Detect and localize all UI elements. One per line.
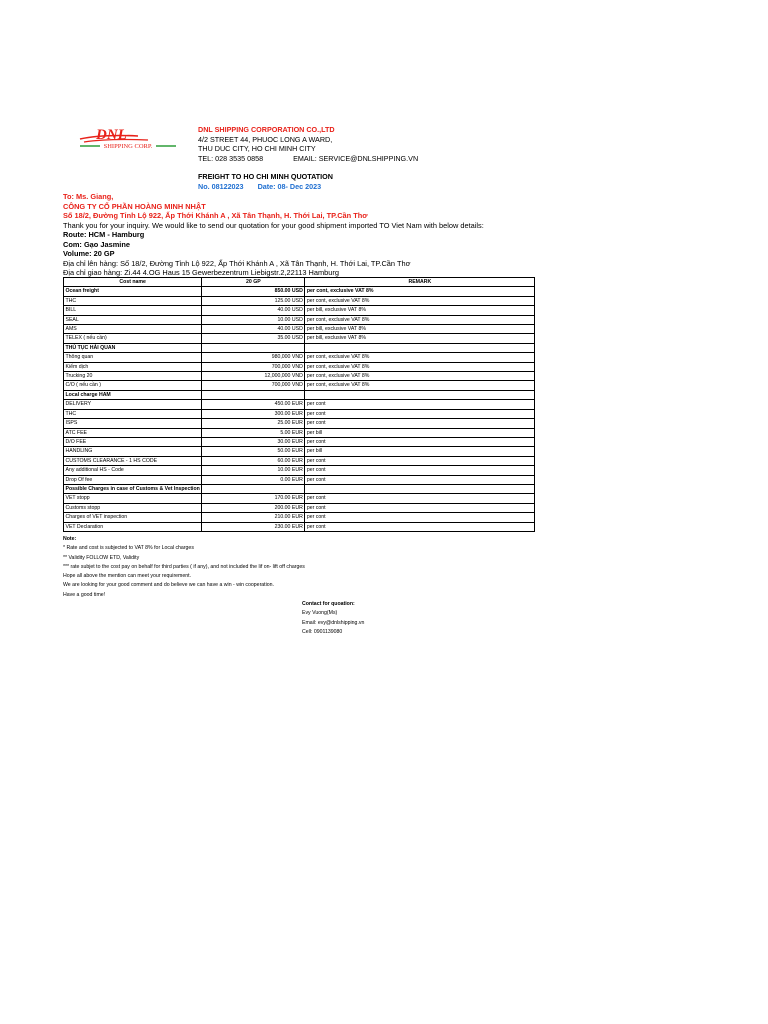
- commodity: Com: Gạo Jasmine: [63, 239, 130, 249]
- cost-name-cell: VET stopp: [64, 494, 202, 503]
- cost-name-cell: Kiểm dịch: [64, 362, 202, 371]
- table-row: [64, 362, 535, 371]
- section-remark: [305, 343, 535, 352]
- section-amount: [202, 484, 305, 493]
- section-remark: [305, 484, 535, 493]
- cost-name-cell: ISPS: [64, 419, 202, 428]
- cost-table: [63, 277, 535, 532]
- quotation-number-row: [198, 182, 321, 191]
- notes-block: [63, 535, 305, 600]
- recipient-block: [63, 192, 484, 278]
- section-row: [64, 287, 535, 296]
- contact-cell: Cell: 0901139080: [302, 628, 343, 635]
- header-20gp: 20 GP: [202, 278, 305, 287]
- remark-cell: per cont: [305, 466, 535, 475]
- section-title: THỦ TỤC HẢI QUAN: [64, 343, 202, 352]
- remark-cell: per cont, exclusive VAT 8%: [305, 315, 535, 324]
- company-contact-row: [198, 154, 418, 164]
- amount-cell: 50.00 EUR: [202, 447, 305, 456]
- table-row: [64, 456, 535, 465]
- amount-cell: 5.00 EUR: [202, 428, 305, 437]
- remark-cell: per cont: [305, 409, 535, 418]
- amount-cell: 700,000 VND: [202, 381, 305, 390]
- quotation-number: No. 08122023: [198, 182, 244, 191]
- table-row: [64, 306, 535, 315]
- remark-cell: per cont, exclusive VAT 8%: [305, 362, 535, 371]
- amount-cell: 0.00 EUR: [202, 475, 305, 484]
- amount-cell: 30.00 EUR: [202, 437, 305, 446]
- section-amount: [202, 390, 305, 399]
- remark-cell: per bill: [305, 447, 535, 456]
- amount-cell: 35.00 USD: [202, 334, 305, 343]
- cost-name-cell: THC: [64, 409, 202, 418]
- note-line: We are looking for your good comment and do believe we can have a win - win cooperation.: [63, 582, 274, 589]
- table-row: [64, 409, 535, 418]
- table-row: [64, 296, 535, 305]
- remark-cell: per cont: [305, 475, 535, 484]
- table-row: [64, 334, 535, 343]
- loading-address: Địa chỉ lên hàng: Số 18/2, Đường Tỉnh Lộ 922, Ấp Thới Khánh A , Xã Tân Thạnh, H. Thới Lai, TP.Cần Thơ: [63, 258, 411, 268]
- cost-name-cell: Any additional HS - Code: [64, 466, 202, 475]
- table-row: [64, 400, 535, 409]
- contact-email: Email: evy@dnlshipping.vn: [302, 619, 365, 626]
- remark-cell: per cont: [305, 494, 535, 503]
- recipient-company: CÔNG TY CỔ PHẦN HOÀNG MINH NHẬT: [63, 201, 206, 211]
- remark-cell: per cont, exclusive VAT 8%: [305, 353, 535, 362]
- cost-name-cell: ATC FEE: [64, 428, 202, 437]
- section-title: Possible Charges in case of Customs & Vet Inspection: [65, 485, 200, 492]
- amount-cell: 980,000 VND: [202, 353, 305, 362]
- section-amount: 850.00 USD: [202, 287, 305, 296]
- table-row: [64, 428, 535, 437]
- table-row: [64, 494, 535, 503]
- cost-name-cell: D/O FEE: [64, 437, 202, 446]
- company-address-2: THU DUC CITY, HO CHI MINH CITY: [198, 144, 316, 154]
- note-line: Have a good time!: [63, 591, 106, 598]
- cost-name-cell: DELIVERY: [64, 400, 202, 409]
- section-row: [64, 390, 535, 399]
- section-remark: [305, 390, 535, 399]
- cost-name-cell: VET Declaration: [64, 522, 202, 531]
- cost-name-cell: TELEX ( nếu cần): [64, 334, 202, 343]
- table-row: [64, 447, 535, 456]
- header-remark: REMARK: [305, 278, 535, 287]
- cost-name-cell: Charges of VET inspection: [64, 513, 202, 522]
- amount-cell: 125.00 USD: [202, 296, 305, 305]
- table-row: [64, 437, 535, 446]
- section-title: Local charge HAM: [64, 390, 202, 399]
- note-line: * Rate and cost is subjected to VAT 8% for Local charges: [63, 545, 194, 552]
- header-cost-name: Cost name: [64, 278, 202, 287]
- remark-cell: per cont: [305, 513, 535, 522]
- quotation-date: Date: 08- Dec 2023: [257, 182, 322, 191]
- cost-name-cell: THC: [64, 296, 202, 305]
- company-name: DNL SHIPPING CORPORATION CO.,LTD: [198, 125, 335, 134]
- remark-cell: per cont: [305, 456, 535, 465]
- remark-cell: per cont: [305, 522, 535, 531]
- cost-name-cell: SEAL: [64, 315, 202, 324]
- table-row: [64, 513, 535, 522]
- amount-cell: 170.00 EUR: [202, 494, 305, 503]
- table-row: [64, 372, 535, 381]
- note-line: ** Validity FOLLOW ETD, Validity: [63, 554, 140, 561]
- amount-cell: 10.00 USD: [202, 315, 305, 324]
- remark-cell: per cont: [305, 419, 535, 428]
- amount-cell: 12,000,000 VND: [202, 372, 305, 381]
- company-address-1: 4/2 STREET 44, PHUOC LONG A WARD,: [198, 134, 333, 144]
- remark-cell: per cont: [305, 503, 535, 512]
- logo-tagline: SHIPPING CORP.: [103, 143, 153, 150]
- contact-heading: Contact for quoation:: [302, 601, 355, 607]
- remark-cell: per cont: [305, 437, 535, 446]
- remark-cell: per cont, exclusive VAT 8%: [305, 296, 535, 305]
- remark-cell: per bill, exclusive VAT 8%: [305, 306, 535, 315]
- remark-cell: per cont, exclusive VAT 8%: [305, 381, 535, 390]
- section-title: Ocean freight: [64, 287, 202, 296]
- amount-cell: 210.00 EUR: [202, 513, 305, 522]
- recipient-to: To: Ms. Giang,: [63, 192, 114, 201]
- company-logo: [78, 126, 180, 152]
- contact-block: [302, 600, 364, 637]
- amount-cell: 700,000 VND: [202, 362, 305, 371]
- amount-cell: 10.00 EUR: [202, 466, 305, 475]
- amount-cell: 200.00 EUR: [202, 503, 305, 512]
- amount-cell: 40.00 USD: [202, 306, 305, 315]
- remark-cell: per cont: [305, 400, 535, 409]
- recipient-address: Số 18/2, Đường Tỉnh Lộ 922, Ấp Thới Khánh A , Xã Tân Thạnh, H. Thới Lai, TP.Cần Thơ: [63, 211, 368, 220]
- notes-heading: Note:: [63, 536, 77, 542]
- cost-name-cell: C/O ( nếu cần ): [64, 381, 202, 390]
- table-row: [64, 325, 535, 334]
- note-line: Hope all above the mention can meet your requirement.: [63, 573, 192, 580]
- cost-table-body: [64, 287, 535, 532]
- table-row: [64, 419, 535, 428]
- table-row: [64, 315, 535, 324]
- table-row: [64, 503, 535, 512]
- remark-cell: per bill, exclusive VAT 8%: [305, 325, 535, 334]
- cost-name-cell: AMS: [64, 325, 202, 334]
- amount-cell: 230.00 EUR: [202, 522, 305, 531]
- volume: Volume: 20 GP: [63, 249, 115, 258]
- company-header: [198, 125, 418, 163]
- section-row: [64, 343, 535, 352]
- intro-text: Thank you for your inquiry. We would like to send our quotation for your good shipment imported TO Viet Nam with below details:: [63, 220, 484, 230]
- amount-cell: 450.00 EUR: [202, 400, 305, 409]
- cost-name-cell: BILL: [64, 306, 202, 315]
- cost-name-cell: Trucking 20: [64, 372, 202, 381]
- contact-name: Evy Vuong(Ms): [302, 610, 338, 617]
- remark-cell: per cont, exclusive VAT 8%: [305, 372, 535, 381]
- amount-cell: 40.00 USD: [202, 325, 305, 334]
- amount-cell: 60.00 EUR: [202, 456, 305, 465]
- remark-cell: per bill, exclusive VAT 8%: [305, 334, 535, 343]
- table-row: [64, 466, 535, 475]
- table-row: [64, 353, 535, 362]
- note-line: *** rate subjet to the cost pay on behalf for third parties ( if any), and not included the lif on- lift off charges: [63, 563, 305, 570]
- table-row: [64, 522, 535, 531]
- cost-name-cell: Drop Of fee: [64, 475, 202, 484]
- delivery-address: Địa chỉ giao hàng: Zi.44 4.OG Haus 15 Gewerbezentrum Liebigstr.2,22113 Hamburg: [63, 268, 339, 277]
- cost-name-cell: Customs stopp: [64, 503, 202, 512]
- quotation-title: FREIGHT TO HO CHI MINH QUOTATION: [198, 172, 333, 181]
- remark-cell: per bill: [305, 428, 535, 437]
- table-row: [64, 381, 535, 390]
- company-tel: TEL: 028 3535 0858: [198, 153, 264, 163]
- amount-cell: 300.00 EUR: [202, 409, 305, 418]
- company-email: EMAIL: SERVICE@DNLSHIPPING.VN: [293, 153, 419, 163]
- route: Route: HCM - Hamburg: [63, 230, 145, 239]
- cost-name-cell: HANDLING: [64, 447, 202, 456]
- section-row: [64, 484, 535, 493]
- table-row: [64, 475, 535, 484]
- amount-cell: 25.00 EUR: [202, 419, 305, 428]
- cost-name-cell: CUSTOMS CLEARANCE - 1 HS CODE: [64, 456, 202, 465]
- cost-name-cell: Thông quan: [64, 353, 202, 362]
- section-remark: per cont, exclusive VAT 8%: [305, 287, 535, 296]
- logo-brand: DNL: [96, 127, 127, 143]
- section-amount: [202, 343, 305, 352]
- table-header-row: [64, 278, 535, 287]
